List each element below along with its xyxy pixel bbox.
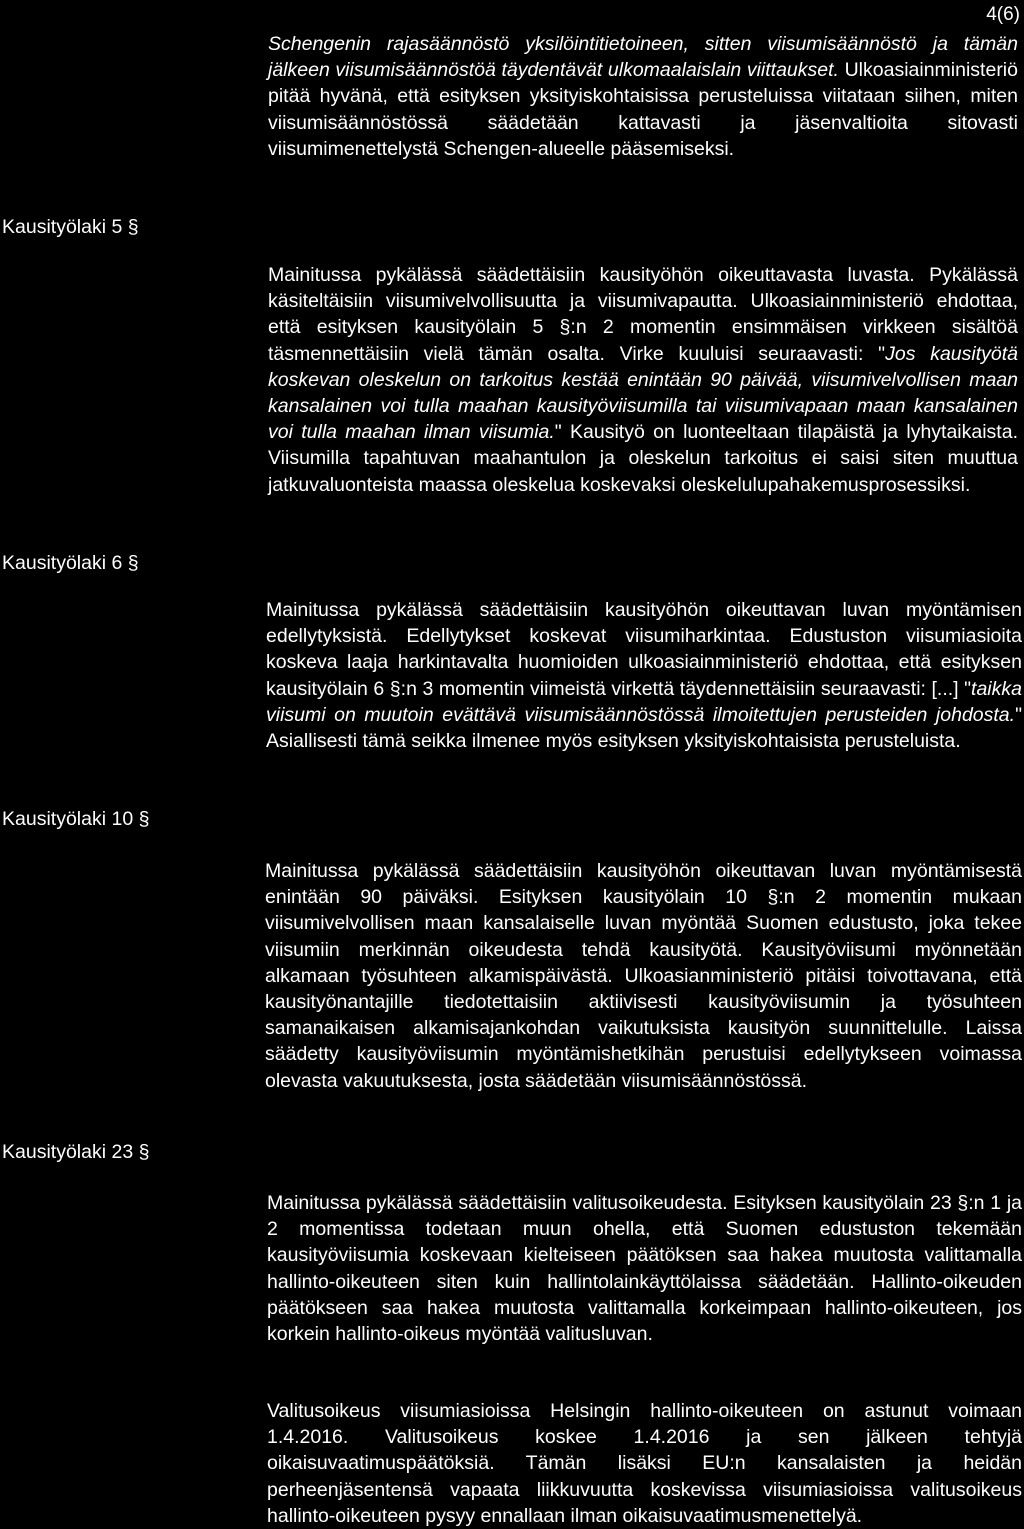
section-5-text-start: Mainitussa pykälässä säädettäisiin kausityöhön oikeuttavasta luvasta. Pykälässä käsiteltäisiin viisumivelvollisuutta ja viisumivapautta. Ulkoasiainministeriö ehdottaa, että esityksen kausityölain 5 §:n 2 momentin ensimmäisen virkkeen sisältöä täsmennettäisiin vielä tämän osalta. Virke kuuluisi seuraavasti: " (268, 264, 1018, 365)
intro-italic-text: Schengenin rajasäännöstö yksilöintitietoineen, sitten viisumisäännöstö ja tämän jälkeen viisumisäännöstöä täydentävät ulkomaalaislain viittaukset. (268, 33, 1018, 82)
section-6-text-end: " Asiallisesti tämä seikka ilmenee myös esityksen yksityiskohtaisista perusteluista. (266, 703, 1022, 753)
section-23-paragraph: Mainitussa pykälässä säädettäisiin valitusoikeudesta. Esityksen kausityölain 23 §:n 1 ja 2 momentissa todetaan muun ohella, että Suomen edustuston tekemään kausityöviisumia koskevaan kielteiseen päätöksen saa hakea muutosta valittamalla hallinto-oikeuteen siten kuin hallintolainkäyttölaissa säädetään. Hallinto-oikeuden päätökseen saa hakea muutosta valittamalla korkeimpaan hallinto-oikeuteen, jos korkein hallinto-oikeus myöntää valitusluvan. (267, 1192, 1022, 1346)
section-10-paragraph: Mainitussa pykälässä säädettäisiin kausityöhön oikeuttavan luvan myöntämisestä enintään 90 päiväksi. Esityksen kausityölain 10 §:n 2 momentin mukaan viisumivelvollisen maan kansalaiselle luvan myöntää Suomen edustusto, joka tekee viisumiin merkinnän oikeudesta tehdä kausityötä. Kausityöviisumi myönnetään alkamaan työsuhteen alkamispäivästä. Ulkoasianministeriö pitäisi toivottavana, että kausityönantajille tiedotettaisiin aktiivisesti kausityöviisumin ja työsuhteen samanaikaisen alkamisajankohdan vaikutuksista kausityön suunnittelulle. Laissa säädetty kausityöviisumin myöntämishetkihän perustuisi edellytykseen voimassa olevasta vakuutuksesta, josta säädetään viisumisäännöstössä. (265, 860, 1022, 1092)
section-6-text-start: Mainitussa pykälässä säädettäisiin kausityöhön oikeuttavan luvan myöntämisen edellytyksistä. Edellytykset koskevat viisumiharkintaa. Edustuston viisumiasioita koskeva laaja harkintavalta huomioiden ulkoasiainministeriö ehdottaa, että esityksen kausityölain 6 §:n 3 momentin viimeistä virkettä täydennettäisiin seuraavasti: [...] " (266, 599, 1022, 700)
section-23-paragraph-2: Valitusoikeus viisumiasioissa Helsingin hallinto-oikeuteen on astunut voimaan 1.4.2016. Valitusoikeus koskee 1.4.2016 ja sen jälkeen tehtyjä oikaisuvaatimuspäätöksiä. Tämän lisäksi EU:n kansalaisten ja heidän perheenjäsentensä vapaata liikkuvuutta koskevissa viisumiasioissa valitusoikeus hallinto-oikeuteen pysyy ennallaan ilman oikaisuvaatimusmenettelyä. (267, 1400, 1022, 1527)
section-label-23: Kausityölaki 23 § (2, 1141, 150, 1163)
section-5-paragraph (268, 262, 1018, 498)
section-label-10: Kausityölaki 10 § (2, 808, 150, 830)
section-5-quote: Jos kausityötä koskevan oleskelun on tarkoitus kestää enintään 90 päivää, viisumivelvollisen maan kansalainen voi tulla maahan kausityöviisumilla tai viisumivapaan maan kansalainen voi tulla maahan ilman viisumia. (268, 342, 1018, 444)
intro-text: Ulkoasiainministeriö pitää hyvänä, että esityksen yksityiskohtaisissa perusteluissa viitataan siihen, miten viisumisäännöstössä säädetään kattavasti ja jäsenvaltioita sitovasti viisumimenettelystä Schengen-alueelle pääsemiseksi. (268, 59, 1018, 160)
section-label-6: Kausityölaki 6 § (2, 552, 139, 574)
intro-paragraph (268, 31, 1018, 162)
section-6-paragraph (266, 597, 1022, 754)
section-5-text-end: " Kausityö on luonteeltaan tilapäistä ja lyhytaikaista. Viisumilla tapahtuvan maahantulon ja oleskelun tarkoitus ei saisi siten muuttua jatkuvaluonteista maassa oleskelua koskevaksi oleskelulupahakemusprosessiksi. (268, 421, 1018, 496)
page-number: 4(6) (986, 4, 1020, 25)
section-label-5: Kausityölaki 5 § (2, 216, 139, 238)
section-6-quote: taikka viisumi on muutoin evättävä viisumisäännöstössä ilmoitettujen perusteiden johdosta. (266, 677, 1022, 726)
